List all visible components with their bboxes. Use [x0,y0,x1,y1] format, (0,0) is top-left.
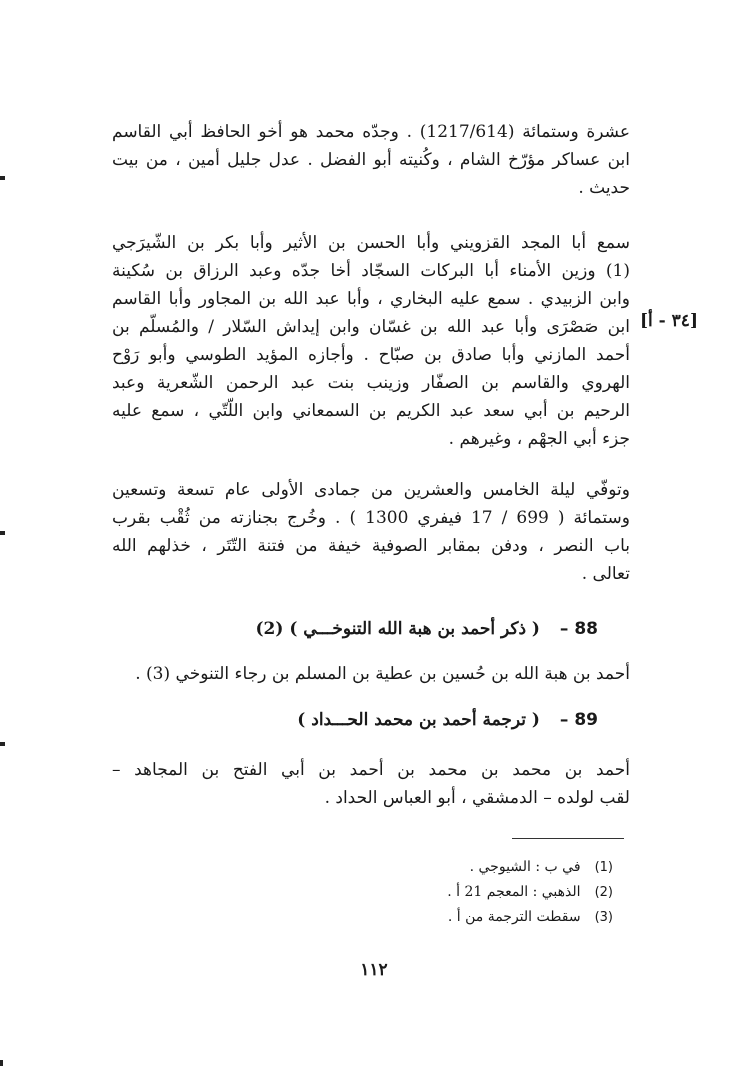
text-line: جزء أبي الجهْم ، وغيرهم . [448,429,630,449]
text-line: عشرة وستمائة (1217/614) . وجدّه محمد هو أخو الحافظ أبي القاسم [112,122,630,142]
footnote-item [313,880,613,905]
text-line: (1) وزين الأمناء أبا البركات السجّاد أخا جدّه وعبد الرزاق بن سُكينة [112,261,630,281]
text-line: سمع أبا المجد القزويني وأبا الحسن بن الأثير وأبا بكر بن الشّيرَجي [112,233,630,253]
text-line: وستمائة ( 699 / 17 فيفري 1300 ) . وخُرج بجنازته من ثُقْب بقرب [112,508,630,528]
scan-edge-mark [0,742,5,746]
footnote-text: في ب : الشيوجي . [469,859,581,875]
entry-text-89 [112,756,630,812]
text-line: وابن الزبيدي . سمع عليه البخاري ، وأبا عبد الله بن المجاور وأبا القاسم [112,289,630,309]
footnote-number: (1) [594,860,613,875]
paragraph-lineage [112,118,630,202]
entry-heading-88 [255,619,598,639]
paragraph-teachers [112,229,630,453]
text-line: أحمد بن هبة الله بن حُسين بن عطية بن المسلم بن رجاء التنوخي (3) . [135,664,630,684]
entry-number: 88 – [559,619,598,639]
footnote-number: (3) [594,910,613,925]
text-line: الهروي والقاسم بن الصفّار وزينب بنت عبد الرحمن الشّعرية وعبد [112,373,630,393]
text-line: وتوفّي ليلة الخامس والعشرين من جمادى الأولى عام تسعة وتسعين [112,480,630,500]
entry-text-88 [112,660,630,688]
scan-edge-mark [0,531,5,535]
entry-title: ( ذكر أحمد بن هبة الله التنوخـــي ) (2) [255,619,540,639]
text-line: ابن صَصْرَى وأبا عبد الله بن غسّان وابن إيداش السّلار / والمُسلّم بن [112,317,630,337]
scan-edge-mark [0,1060,3,1066]
footnote-number: (2) [594,885,613,900]
text-line: لقب لولده – الدمشقي ، أبو العباس الحداد . [324,788,630,808]
footnote-item [313,855,613,880]
folio-margin-reference: [٣٤ - أ] [640,311,698,331]
text-line: أحمد بن محمد بن محمد بن أحمد بن أبي الفتح بن المجاهد – [112,760,630,780]
entry-heading-89 [297,710,598,730]
footnote-text: سقطت الترجمة من أ . [447,909,581,925]
text-line: أحمد المازني وأبا صادق بن صبّاح . وأجازه المؤيد الطوسي وأبو رَوْح [112,345,630,365]
text-line: باب النصر ، ودفن بمقابر الصوفية خيفة من فتنة التّتَر ، خذلهم الله [112,536,630,556]
scan-edge-mark [0,176,5,180]
page-number: ١١٢ [360,960,388,980]
footnote-item [313,905,613,930]
paragraph-death [112,476,630,588]
text-line: الرحيم بن أبي سعد عبد الكريم بن السمعاني وابن اللّتّي ، سمع عليه [112,401,630,421]
text-line: حديث . [578,178,630,198]
text-line: تعالى . [581,564,630,584]
text-line: ابن عساكر مؤرّخ الشام ، وكُنيته أبو الفضل . عدل جليل أمين ، من بيت [112,150,630,170]
entry-number: 89 – [559,710,598,730]
footnote-divider [512,838,624,839]
entry-title: ( ترجمة أحمد بن محمد الحـــداد ) [297,710,540,730]
footnotes [313,855,613,930]
footnote-text: الذهبي : المعجم 21 أ . [447,884,581,900]
